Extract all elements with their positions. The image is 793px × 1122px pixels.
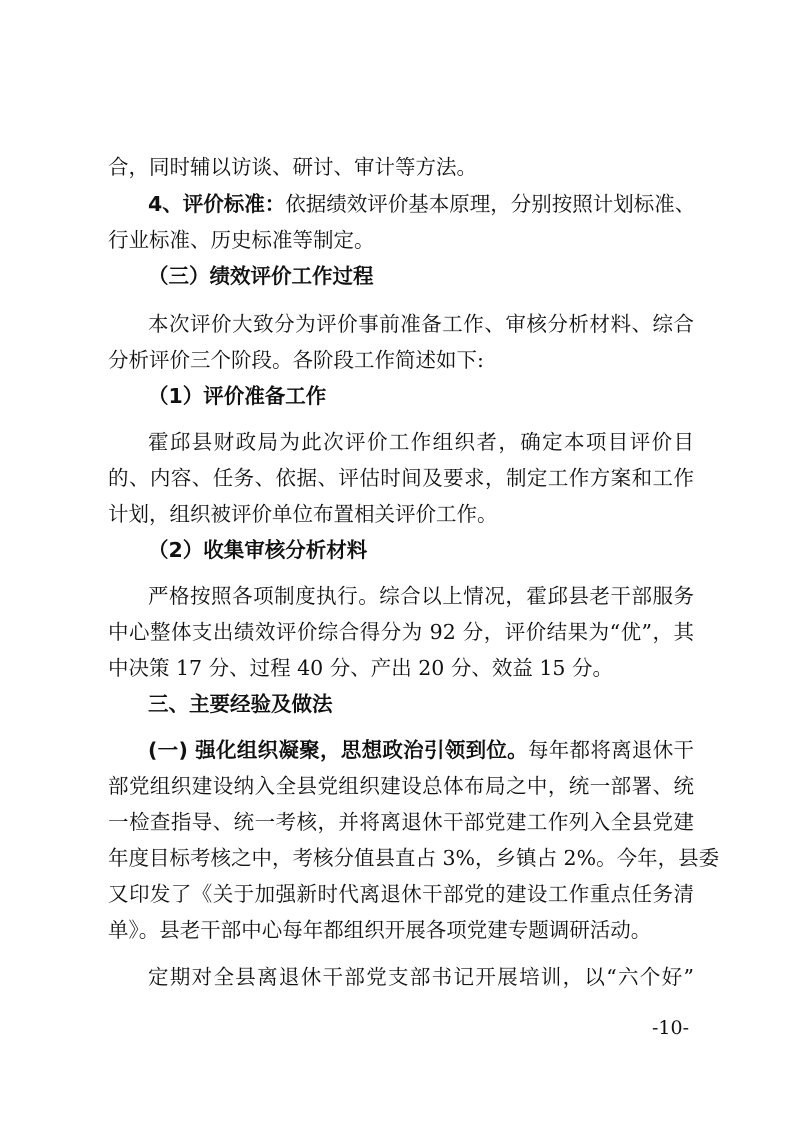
chapter-heading: 三、主要经验及做法 xyxy=(148,692,333,716)
paragraph-line: 部党组织建设纳入全县党组织建设总体布局之中，统一部署、统 xyxy=(108,774,694,798)
paragraph-line xyxy=(148,187,694,221)
paragraph-line: 一检查指导、统一考核，并将离退休干部党建工作列入全县党建 xyxy=(108,810,694,834)
paragraph-line: 合，同时辅以访谈、研讨、审计等方法。 xyxy=(108,155,477,179)
paragraph-line xyxy=(148,733,694,767)
paragraph-line: 单》。县老干部中心每年都组织开展各项党建专题调研活动。 xyxy=(108,918,652,942)
paragraph-line: 计划，组织被评价单位布置相关评价工作。 xyxy=(108,502,498,526)
subsection-heading: （2）收集审核分析材料 xyxy=(148,538,368,562)
paragraph-line: 本次评价大致分为评价事前准备工作、审核分析材料、综合 xyxy=(148,312,694,336)
paragraph-line: 霍邱县财政局为此次评价工作组织者，确定本项目评价目 xyxy=(148,430,694,454)
paragraph-line: 严格按照各项制度执行。综合以上情况，霍邱县老干部服务 xyxy=(148,584,694,608)
paragraph-line: 定期对全县离退休干部党支部书记开展培训，以“六个好” xyxy=(148,965,694,989)
section-heading: （三）绩效评价工作过程 xyxy=(148,264,374,288)
paragraph-line: 中决策 17 分、过程 40 分、产出 20 分、效益 15 分。 xyxy=(108,656,613,680)
item-heading: (一) 强化组织凝聚，思想政治引领到位。 xyxy=(148,738,528,762)
paragraph-line: 行业标准、历史标准等制定。 xyxy=(108,228,375,252)
item-text: 每年都将离退休干 xyxy=(527,738,695,762)
item-heading: 4、评价标准： xyxy=(148,192,286,216)
subsection-heading: （1）评价准备工作 xyxy=(148,384,327,408)
paragraph-line: 分析评价三个阶段。各阶段工作简述如下: xyxy=(108,348,484,372)
paragraph-line: 中心整体支出绩效评价综合得分为 92 分，评价结果为“优”，其 xyxy=(108,620,694,644)
paragraph-line: 年度目标考核之中，考核分值县直占 3%，乡镇占 2%。今年，县委 xyxy=(108,846,720,870)
paragraph-line: 又印发了《关于加强新时代离退休干部党的建设工作重点任务清 xyxy=(108,882,694,906)
item-text: 依据绩效评价基本原理，分别按照计划标准、 xyxy=(285,192,696,216)
page-number: -10- xyxy=(652,1017,690,1039)
paragraph-line: 的、内容、任务、依据、评估时间及要求，制定工作方案和工作 xyxy=(108,466,694,490)
